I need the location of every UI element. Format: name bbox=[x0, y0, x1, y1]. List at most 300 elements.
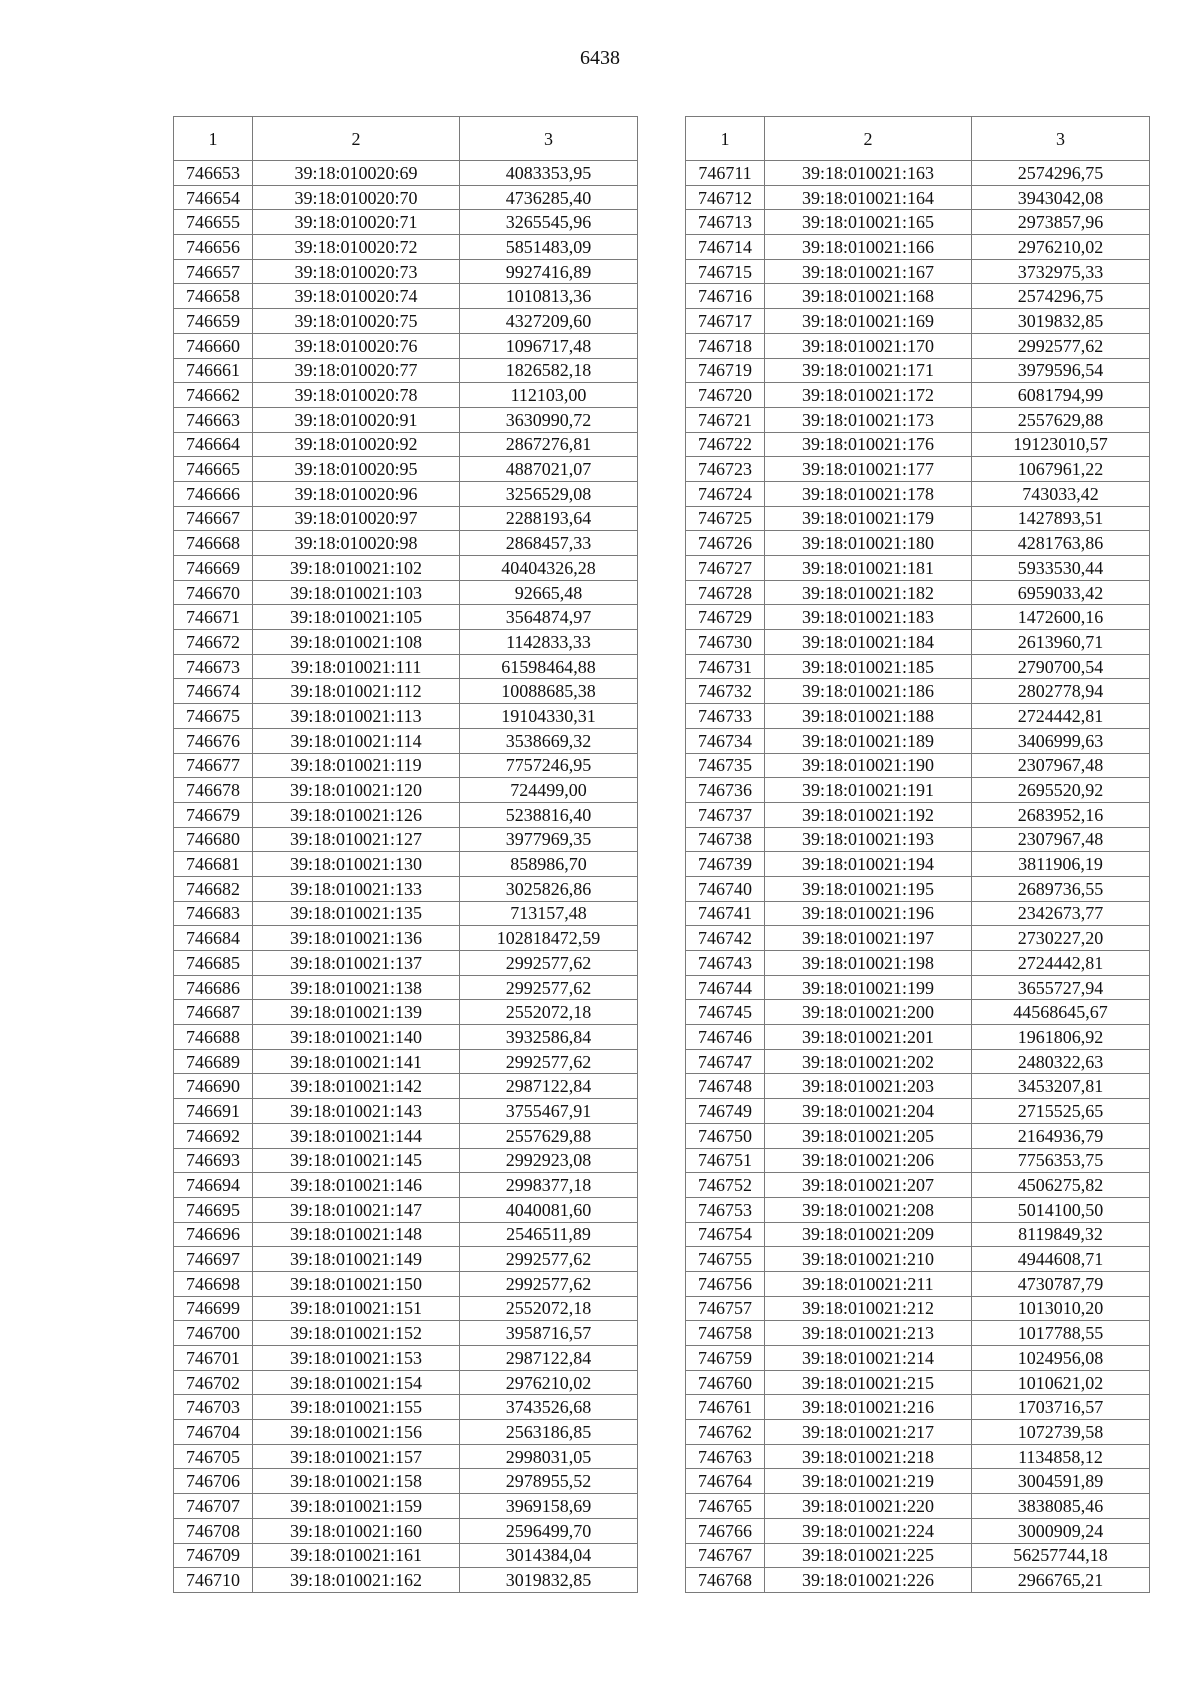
row-number-cell: 746677 bbox=[174, 753, 253, 778]
cadastral-number-cell: 39:18:010021:151 bbox=[253, 1296, 460, 1321]
row-number-cell: 746658 bbox=[174, 284, 253, 309]
value-cell: 3406999,63 bbox=[972, 728, 1150, 753]
value-cell: 713157,48 bbox=[460, 901, 638, 926]
cadastral-number-cell: 39:18:010021:172 bbox=[765, 383, 972, 408]
cadastral-number-cell: 39:18:010021:225 bbox=[765, 1543, 972, 1568]
row-number-cell: 746669 bbox=[174, 556, 253, 581]
table-row bbox=[174, 383, 638, 408]
cadastral-number-cell: 39:18:010021:153 bbox=[253, 1346, 460, 1371]
table-row bbox=[174, 1469, 638, 1494]
row-number-cell: 746743 bbox=[686, 951, 765, 976]
row-number-cell: 746715 bbox=[686, 259, 765, 284]
value-cell: 2480322,63 bbox=[972, 1049, 1150, 1074]
row-number-cell: 746736 bbox=[686, 778, 765, 803]
cadastral-number-cell: 39:18:010021:220 bbox=[765, 1494, 972, 1519]
value-cell: 3732975,33 bbox=[972, 259, 1150, 284]
table-row bbox=[686, 1444, 1150, 1469]
row-number-cell: 746764 bbox=[686, 1469, 765, 1494]
left-registry-table bbox=[173, 116, 638, 1593]
row-number-cell: 746695 bbox=[174, 1197, 253, 1222]
value-cell: 4040081,60 bbox=[460, 1197, 638, 1222]
table-row bbox=[174, 802, 638, 827]
value-cell: 102818472,59 bbox=[460, 926, 638, 951]
cadastral-number-cell: 39:18:010021:158 bbox=[253, 1469, 460, 1494]
value-cell: 2976210,02 bbox=[972, 235, 1150, 260]
table-row bbox=[686, 827, 1150, 852]
cadastral-number-cell: 39:18:010021:108 bbox=[253, 630, 460, 655]
row-number-cell: 746716 bbox=[686, 284, 765, 309]
cadastral-number-cell: 39:18:010021:186 bbox=[765, 679, 972, 704]
value-cell: 4887021,07 bbox=[460, 457, 638, 482]
value-cell: 2695520,92 bbox=[972, 778, 1150, 803]
value-cell: 5238816,40 bbox=[460, 802, 638, 827]
table-row bbox=[686, 753, 1150, 778]
cadastral-number-cell: 39:18:010021:211 bbox=[765, 1271, 972, 1296]
table-row bbox=[174, 358, 638, 383]
value-cell: 4281763,86 bbox=[972, 531, 1150, 556]
cadastral-number-cell: 39:18:010021:217 bbox=[765, 1420, 972, 1445]
row-number-cell: 746749 bbox=[686, 1099, 765, 1124]
row-number-cell: 746664 bbox=[174, 432, 253, 457]
value-cell: 2867276,81 bbox=[460, 432, 638, 457]
value-cell: 2992577,62 bbox=[972, 333, 1150, 358]
row-number-cell: 746730 bbox=[686, 630, 765, 655]
row-number-cell: 746707 bbox=[174, 1494, 253, 1519]
right-registry-table bbox=[685, 116, 1150, 1593]
value-cell: 6959033,42 bbox=[972, 580, 1150, 605]
row-number-cell: 746676 bbox=[174, 728, 253, 753]
cadastral-number-cell: 39:18:010021:156 bbox=[253, 1420, 460, 1445]
table-row bbox=[686, 580, 1150, 605]
row-number-cell: 746720 bbox=[686, 383, 765, 408]
value-cell: 3958716,57 bbox=[460, 1321, 638, 1346]
cadastral-number-cell: 39:18:010021:182 bbox=[765, 580, 972, 605]
row-number-cell: 746682 bbox=[174, 876, 253, 901]
value-cell: 3256529,08 bbox=[460, 481, 638, 506]
value-cell: 4944608,71 bbox=[972, 1247, 1150, 1272]
value-cell: 2342673,77 bbox=[972, 901, 1150, 926]
value-cell: 2992923,08 bbox=[460, 1148, 638, 1173]
row-number-cell: 746722 bbox=[686, 432, 765, 457]
row-number-cell: 746712 bbox=[686, 185, 765, 210]
table-row bbox=[174, 679, 638, 704]
row-number-cell: 746744 bbox=[686, 975, 765, 1000]
table-row bbox=[686, 1074, 1150, 1099]
column-header-1: 1 bbox=[686, 117, 765, 161]
value-cell: 2307967,48 bbox=[972, 827, 1150, 852]
table-row bbox=[686, 654, 1150, 679]
cadastral-number-cell: 39:18:010021:214 bbox=[765, 1346, 972, 1371]
table-row bbox=[174, 753, 638, 778]
value-cell: 1067961,22 bbox=[972, 457, 1150, 482]
table-row bbox=[174, 630, 638, 655]
header-row bbox=[686, 117, 1150, 161]
table-row bbox=[174, 975, 638, 1000]
value-cell: 1024956,08 bbox=[972, 1346, 1150, 1371]
row-number-cell: 746663 bbox=[174, 407, 253, 432]
cadastral-number-cell: 39:18:010021:202 bbox=[765, 1049, 972, 1074]
cadastral-number-cell: 39:18:010021:177 bbox=[765, 457, 972, 482]
row-number-cell: 746737 bbox=[686, 802, 765, 827]
table-row bbox=[686, 185, 1150, 210]
table-row bbox=[174, 704, 638, 729]
value-cell: 2992577,62 bbox=[460, 1271, 638, 1296]
table-row bbox=[174, 259, 638, 284]
row-number-cell: 746701 bbox=[174, 1346, 253, 1371]
cadastral-number-cell: 39:18:010021:113 bbox=[253, 704, 460, 729]
row-number-cell: 746738 bbox=[686, 827, 765, 852]
table-row bbox=[174, 432, 638, 457]
cadastral-number-cell: 39:18:010021:204 bbox=[765, 1099, 972, 1124]
cadastral-number-cell: 39:18:010020:74 bbox=[253, 284, 460, 309]
row-number-cell: 746702 bbox=[174, 1370, 253, 1395]
row-number-cell: 746699 bbox=[174, 1296, 253, 1321]
row-number-cell: 746768 bbox=[686, 1568, 765, 1593]
cadastral-number-cell: 39:18:010021:127 bbox=[253, 827, 460, 852]
row-number-cell: 746667 bbox=[174, 506, 253, 531]
row-number-cell: 746678 bbox=[174, 778, 253, 803]
cadastral-number-cell: 39:18:010021:136 bbox=[253, 926, 460, 951]
cadastral-number-cell: 39:18:010020:72 bbox=[253, 235, 460, 260]
value-cell: 2987122,84 bbox=[460, 1346, 638, 1371]
cadastral-number-cell: 39:18:010021:114 bbox=[253, 728, 460, 753]
table-row bbox=[174, 235, 638, 260]
value-cell: 2730227,20 bbox=[972, 926, 1150, 951]
table-row bbox=[686, 1370, 1150, 1395]
table-row bbox=[686, 802, 1150, 827]
cadastral-number-cell: 39:18:010021:184 bbox=[765, 630, 972, 655]
cadastral-number-cell: 39:18:010021:112 bbox=[253, 679, 460, 704]
value-cell: 3979596,54 bbox=[972, 358, 1150, 383]
value-cell: 3265545,96 bbox=[460, 210, 638, 235]
table-row bbox=[174, 1420, 638, 1445]
row-number-cell: 746755 bbox=[686, 1247, 765, 1272]
value-cell: 2689736,55 bbox=[972, 876, 1150, 901]
row-number-cell: 746684 bbox=[174, 926, 253, 951]
value-cell: 2563186,85 bbox=[460, 1420, 638, 1445]
cadastral-number-cell: 39:18:010021:143 bbox=[253, 1099, 460, 1124]
value-cell: 3811906,19 bbox=[972, 852, 1150, 877]
table-row bbox=[174, 1222, 638, 1247]
value-cell: 61598464,88 bbox=[460, 654, 638, 679]
row-number-cell: 746718 bbox=[686, 333, 765, 358]
value-cell: 2574296,75 bbox=[972, 284, 1150, 309]
row-number-cell: 746756 bbox=[686, 1271, 765, 1296]
cadastral-number-cell: 39:18:010021:219 bbox=[765, 1469, 972, 1494]
value-cell: 40404326,28 bbox=[460, 556, 638, 581]
value-cell: 1096717,48 bbox=[460, 333, 638, 358]
table-row bbox=[686, 333, 1150, 358]
table-row bbox=[174, 654, 638, 679]
cadastral-number-cell: 39:18:010021:210 bbox=[765, 1247, 972, 1272]
row-number-cell: 746735 bbox=[686, 753, 765, 778]
table-row bbox=[174, 1518, 638, 1543]
table-row bbox=[174, 210, 638, 235]
row-number-cell: 746751 bbox=[686, 1148, 765, 1173]
table-row bbox=[686, 1222, 1150, 1247]
row-number-cell: 746717 bbox=[686, 309, 765, 334]
value-cell: 4327209,60 bbox=[460, 309, 638, 334]
value-cell: 1010813,36 bbox=[460, 284, 638, 309]
column-header-3: 3 bbox=[460, 117, 638, 161]
row-number-cell: 746698 bbox=[174, 1271, 253, 1296]
row-number-cell: 746711 bbox=[686, 161, 765, 186]
value-cell: 1472600,16 bbox=[972, 605, 1150, 630]
cadastral-number-cell: 39:18:010021:161 bbox=[253, 1543, 460, 1568]
value-cell: 6081794,99 bbox=[972, 383, 1150, 408]
cadastral-number-cell: 39:18:010021:103 bbox=[253, 580, 460, 605]
row-number-cell: 746686 bbox=[174, 975, 253, 1000]
value-cell: 3838085,46 bbox=[972, 1494, 1150, 1519]
cadastral-number-cell: 39:18:010020:98 bbox=[253, 531, 460, 556]
cadastral-number-cell: 39:18:010021:190 bbox=[765, 753, 972, 778]
value-cell: 3004591,89 bbox=[972, 1469, 1150, 1494]
cadastral-number-cell: 39:18:010021:207 bbox=[765, 1173, 972, 1198]
table-row bbox=[686, 383, 1150, 408]
value-cell: 724499,00 bbox=[460, 778, 638, 803]
cadastral-number-cell: 39:18:010021:201 bbox=[765, 1025, 972, 1050]
table-row bbox=[686, 432, 1150, 457]
cadastral-number-cell: 39:18:010021:199 bbox=[765, 975, 972, 1000]
table-row bbox=[174, 1123, 638, 1148]
table-row bbox=[686, 481, 1150, 506]
row-number-cell: 746706 bbox=[174, 1469, 253, 1494]
table-row bbox=[686, 1025, 1150, 1050]
row-number-cell: 746708 bbox=[174, 1518, 253, 1543]
value-cell: 1134858,12 bbox=[972, 1444, 1150, 1469]
table-row bbox=[686, 309, 1150, 334]
row-number-cell: 746679 bbox=[174, 802, 253, 827]
row-number-cell: 746724 bbox=[686, 481, 765, 506]
column-header-3: 3 bbox=[972, 117, 1150, 161]
table-row bbox=[686, 1000, 1150, 1025]
table-row bbox=[686, 457, 1150, 482]
table-row bbox=[686, 259, 1150, 284]
right-table-body bbox=[686, 161, 1150, 1593]
table-row bbox=[174, 506, 638, 531]
value-cell: 2307967,48 bbox=[972, 753, 1150, 778]
row-number-cell: 746662 bbox=[174, 383, 253, 408]
cadastral-number-cell: 39:18:010021:149 bbox=[253, 1247, 460, 1272]
row-number-cell: 746653 bbox=[174, 161, 253, 186]
row-number-cell: 746742 bbox=[686, 926, 765, 951]
table-row bbox=[686, 235, 1150, 260]
cadastral-number-cell: 39:18:010021:167 bbox=[765, 259, 972, 284]
table-row bbox=[174, 1346, 638, 1371]
cadastral-number-cell: 39:18:010021:215 bbox=[765, 1370, 972, 1395]
table-row bbox=[174, 284, 638, 309]
row-number-cell: 746766 bbox=[686, 1518, 765, 1543]
value-cell: 2992577,62 bbox=[460, 1049, 638, 1074]
row-number-cell: 746721 bbox=[686, 407, 765, 432]
row-number-cell: 746697 bbox=[174, 1247, 253, 1272]
table-row bbox=[174, 1568, 638, 1593]
value-cell: 2868457,33 bbox=[460, 531, 638, 556]
row-number-cell: 746710 bbox=[174, 1568, 253, 1593]
table-row bbox=[174, 1000, 638, 1025]
row-number-cell: 746767 bbox=[686, 1543, 765, 1568]
table-row bbox=[174, 876, 638, 901]
row-number-cell: 746760 bbox=[686, 1370, 765, 1395]
table-row bbox=[174, 1543, 638, 1568]
cadastral-number-cell: 39:18:010021:160 bbox=[253, 1518, 460, 1543]
row-number-cell: 746673 bbox=[174, 654, 253, 679]
column-header-2: 2 bbox=[765, 117, 972, 161]
row-number-cell: 746746 bbox=[686, 1025, 765, 1050]
row-number-cell: 746752 bbox=[686, 1173, 765, 1198]
cadastral-number-cell: 39:18:010021:139 bbox=[253, 1000, 460, 1025]
cadastral-number-cell: 39:18:010021:142 bbox=[253, 1074, 460, 1099]
row-number-cell: 746719 bbox=[686, 358, 765, 383]
table-row bbox=[686, 1148, 1150, 1173]
cadastral-number-cell: 39:18:010021:164 bbox=[765, 185, 972, 210]
value-cell: 2164936,79 bbox=[972, 1123, 1150, 1148]
table-row bbox=[174, 951, 638, 976]
row-number-cell: 746753 bbox=[686, 1197, 765, 1222]
value-cell: 2613960,71 bbox=[972, 630, 1150, 655]
cadastral-number-cell: 39:18:010021:105 bbox=[253, 605, 460, 630]
row-number-cell: 746731 bbox=[686, 654, 765, 679]
cadastral-number-cell: 39:18:010021:102 bbox=[253, 556, 460, 581]
left-table-body bbox=[174, 161, 638, 1593]
table-row bbox=[174, 1074, 638, 1099]
row-number-cell: 746696 bbox=[174, 1222, 253, 1247]
row-number-cell: 746656 bbox=[174, 235, 253, 260]
row-number-cell: 746723 bbox=[686, 457, 765, 482]
value-cell: 10088685,38 bbox=[460, 679, 638, 704]
row-number-cell: 746754 bbox=[686, 1222, 765, 1247]
cadastral-number-cell: 39:18:010021:179 bbox=[765, 506, 972, 531]
table-row bbox=[686, 975, 1150, 1000]
cadastral-number-cell: 39:18:010021:198 bbox=[765, 951, 972, 976]
cadastral-number-cell: 39:18:010021:183 bbox=[765, 605, 972, 630]
cadastral-number-cell: 39:18:010020:70 bbox=[253, 185, 460, 210]
value-cell: 2596499,70 bbox=[460, 1518, 638, 1543]
row-number-cell: 746665 bbox=[174, 457, 253, 482]
value-cell: 4083353,95 bbox=[460, 161, 638, 186]
row-number-cell: 746687 bbox=[174, 1000, 253, 1025]
table-row bbox=[686, 506, 1150, 531]
cadastral-number-cell: 39:18:010021:224 bbox=[765, 1518, 972, 1543]
cadastral-number-cell: 39:18:010021:146 bbox=[253, 1173, 460, 1198]
row-number-cell: 746694 bbox=[174, 1173, 253, 1198]
cadastral-number-cell: 39:18:010020:76 bbox=[253, 333, 460, 358]
value-cell: 3630990,72 bbox=[460, 407, 638, 432]
cadastral-number-cell: 39:18:010021:157 bbox=[253, 1444, 460, 1469]
value-cell: 19104330,31 bbox=[460, 704, 638, 729]
row-number-cell: 746761 bbox=[686, 1395, 765, 1420]
value-cell: 2546511,89 bbox=[460, 1222, 638, 1247]
table-row bbox=[686, 1395, 1150, 1420]
row-number-cell: 746750 bbox=[686, 1123, 765, 1148]
cadastral-number-cell: 39:18:010021:169 bbox=[765, 309, 972, 334]
table-row bbox=[174, 457, 638, 482]
value-cell: 1010621,02 bbox=[972, 1370, 1150, 1395]
row-number-cell: 746734 bbox=[686, 728, 765, 753]
row-number-cell: 746672 bbox=[174, 630, 253, 655]
cadastral-number-cell: 39:18:010021:216 bbox=[765, 1395, 972, 1420]
cadastral-number-cell: 39:18:010021:192 bbox=[765, 802, 972, 827]
value-cell: 2966765,21 bbox=[972, 1568, 1150, 1593]
cadastral-number-cell: 39:18:010021:145 bbox=[253, 1148, 460, 1173]
cadastral-number-cell: 39:18:010021:200 bbox=[765, 1000, 972, 1025]
value-cell: 4506275,82 bbox=[972, 1173, 1150, 1198]
table-row bbox=[174, 1099, 638, 1124]
row-number-cell: 746691 bbox=[174, 1099, 253, 1124]
value-cell: 3019832,85 bbox=[460, 1568, 638, 1593]
value-cell: 1072739,58 bbox=[972, 1420, 1150, 1445]
row-number-cell: 746692 bbox=[174, 1123, 253, 1148]
cadastral-number-cell: 39:18:010020:96 bbox=[253, 481, 460, 506]
cadastral-number-cell: 39:18:010021:176 bbox=[765, 432, 972, 457]
cadastral-number-cell: 39:18:010020:95 bbox=[253, 457, 460, 482]
value-cell: 2683952,16 bbox=[972, 802, 1150, 827]
value-cell: 1961806,92 bbox=[972, 1025, 1150, 1050]
row-number-cell: 746741 bbox=[686, 901, 765, 926]
value-cell: 3453207,81 bbox=[972, 1074, 1150, 1099]
table-row bbox=[686, 284, 1150, 309]
value-cell: 2998031,05 bbox=[460, 1444, 638, 1469]
row-number-cell: 746739 bbox=[686, 852, 765, 877]
value-cell: 56257744,18 bbox=[972, 1543, 1150, 1568]
row-number-cell: 746660 bbox=[174, 333, 253, 358]
value-cell: 2790700,54 bbox=[972, 654, 1150, 679]
row-number-cell: 746759 bbox=[686, 1346, 765, 1371]
value-cell: 1142833,33 bbox=[460, 630, 638, 655]
row-number-cell: 746713 bbox=[686, 210, 765, 235]
table-row bbox=[686, 852, 1150, 877]
cadastral-number-cell: 39:18:010021:194 bbox=[765, 852, 972, 877]
cadastral-number-cell: 39:18:010020:69 bbox=[253, 161, 460, 186]
table-row bbox=[174, 1370, 638, 1395]
value-cell: 2976210,02 bbox=[460, 1370, 638, 1395]
value-cell: 2552072,18 bbox=[460, 1000, 638, 1025]
table-row bbox=[174, 1148, 638, 1173]
table-row bbox=[174, 852, 638, 877]
value-cell: 3743526,68 bbox=[460, 1395, 638, 1420]
cadastral-number-cell: 39:18:010021:208 bbox=[765, 1197, 972, 1222]
cadastral-number-cell: 39:18:010021:147 bbox=[253, 1197, 460, 1222]
table-row bbox=[686, 926, 1150, 951]
row-number-cell: 746688 bbox=[174, 1025, 253, 1050]
row-number-cell: 746732 bbox=[686, 679, 765, 704]
table-row bbox=[174, 1296, 638, 1321]
table-row bbox=[686, 1049, 1150, 1074]
cadastral-number-cell: 39:18:010021:152 bbox=[253, 1321, 460, 1346]
table-row bbox=[686, 1099, 1150, 1124]
cadastral-number-cell: 39:18:010021:170 bbox=[765, 333, 972, 358]
value-cell: 3538669,32 bbox=[460, 728, 638, 753]
row-number-cell: 746670 bbox=[174, 580, 253, 605]
table-row bbox=[174, 185, 638, 210]
table-row bbox=[174, 926, 638, 951]
value-cell: 2724442,81 bbox=[972, 951, 1150, 976]
cadastral-number-cell: 39:18:010021:226 bbox=[765, 1568, 972, 1593]
value-cell: 2992577,62 bbox=[460, 951, 638, 976]
cadastral-number-cell: 39:18:010021:150 bbox=[253, 1271, 460, 1296]
table-row bbox=[174, 1494, 638, 1519]
table-row bbox=[174, 1197, 638, 1222]
table-row bbox=[686, 1271, 1150, 1296]
row-number-cell: 746740 bbox=[686, 876, 765, 901]
table-row bbox=[174, 605, 638, 630]
cadastral-number-cell: 39:18:010021:162 bbox=[253, 1568, 460, 1593]
row-number-cell: 746745 bbox=[686, 1000, 765, 1025]
row-number-cell: 746709 bbox=[174, 1543, 253, 1568]
value-cell: 2992577,62 bbox=[460, 975, 638, 1000]
row-number-cell: 746693 bbox=[174, 1148, 253, 1173]
row-number-cell: 746661 bbox=[174, 358, 253, 383]
